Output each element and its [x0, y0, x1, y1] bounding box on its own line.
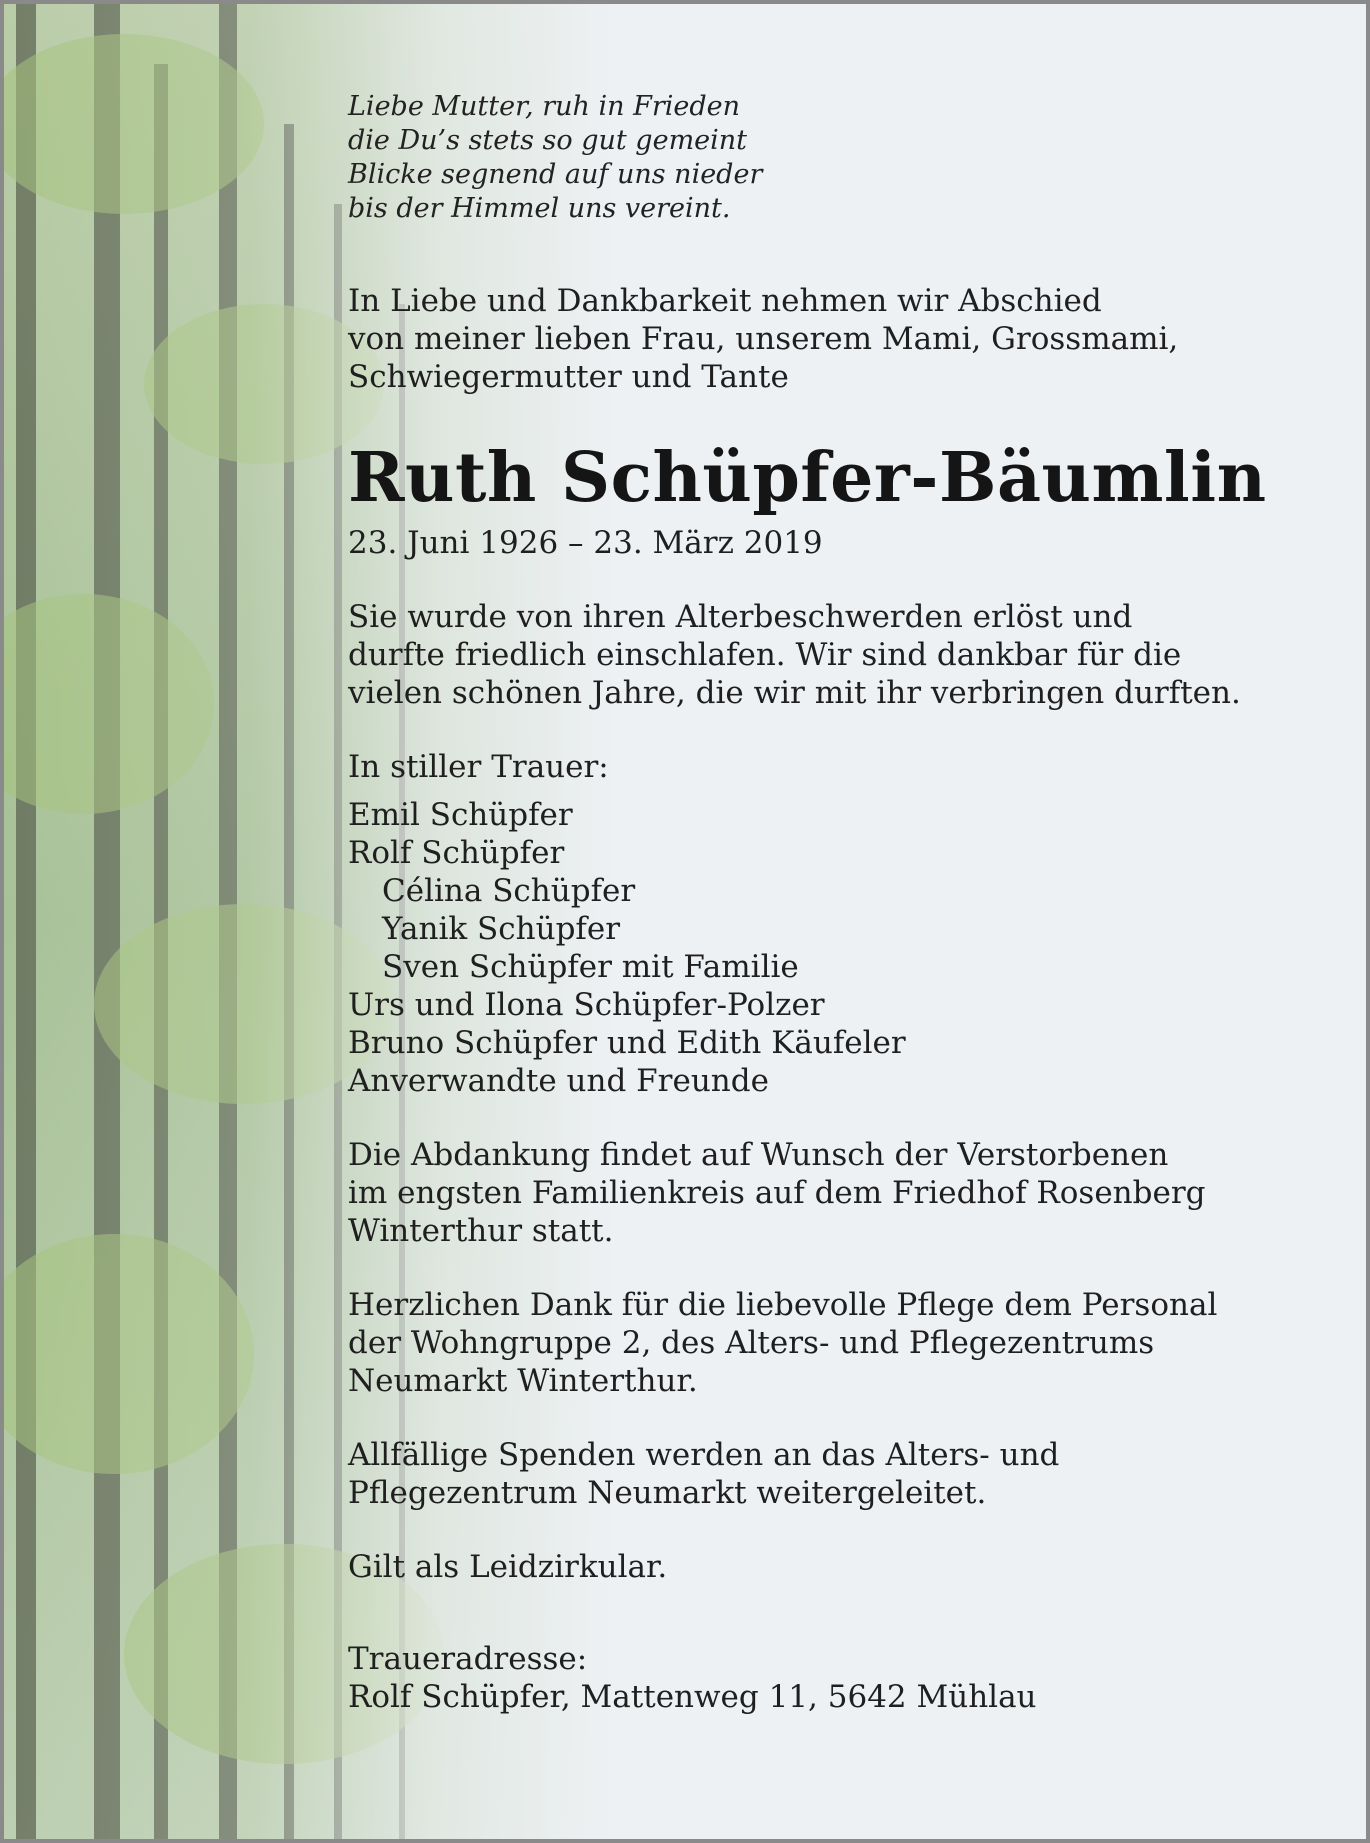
thanks-paragraph — [348, 1286, 1348, 1400]
address-label: Traueradresse: — [348, 1641, 588, 1677]
poem-line: Liebe Mutter, ruh in Frieden — [348, 91, 740, 122]
poem-line: Blicke segnend auf uns nieder — [348, 159, 763, 190]
mourner-entry: Yanik Schüpfer — [382, 911, 621, 947]
life-dates: 23. Juni 1926 – 23. März 2019 — [348, 525, 823, 561]
poem — [348, 90, 1348, 226]
intro-line: In Liebe und Dankbarkeit nehmen wir Abschied — [348, 283, 1102, 319]
donations-line: Allfällige Spenden werden an das Alters- und — [348, 1437, 1060, 1473]
mourner-entry: Célina Schüpfer — [382, 873, 636, 909]
mourner-entry: Bruno Schüpfer und Edith Käufeler — [348, 1025, 906, 1061]
intro-line: Schwiegermutter und Tante — [348, 359, 789, 395]
farewell-intro — [348, 282, 1348, 396]
tribute-line: vielen schönen Jahre, die wir mit ihr verbringen durften. — [348, 675, 1241, 711]
mourner-entry: Rolf Schüpfer — [348, 835, 565, 871]
donations-line: Pflegezentrum Neumarkt weitergeleitet. — [348, 1475, 987, 1511]
ceremony-line: im engsten Familienkreis auf dem Friedhof Rosenberg — [348, 1175, 1206, 1211]
mourner-entry: Anverwandte und Freunde — [348, 1063, 769, 1099]
mourner-entry: Sven Schüpfer mit Familie — [382, 949, 799, 985]
mourner-entry: Urs und Ilona Schüpfer-Polzer — [348, 987, 825, 1023]
address-text: Rolf Schüpfer, Mattenweg 11, 5642 Mühlau — [348, 1679, 1037, 1715]
thanks-line: Neumarkt Winterthur. — [348, 1363, 698, 1399]
donations-paragraph — [348, 1436, 1348, 1512]
mourners-list — [348, 796, 1348, 1100]
poem-line: bis der Himmel uns vereint. — [348, 193, 731, 224]
obituary-text — [348, 90, 1348, 1716]
thanks-line: Herzlichen Dank für die liebevolle Pflege dem Personal — [348, 1287, 1218, 1323]
address-block — [348, 1640, 1348, 1716]
circular-note: Gilt als Leidzirkular. — [348, 1549, 668, 1585]
tribute-paragraph — [348, 598, 1348, 712]
ceremony-paragraph — [348, 1136, 1348, 1250]
mourning-heading: In stiller Trauer: — [348, 749, 609, 785]
tribute-line: durfte friedlich einschlafen. Wir sind dankbar für die — [348, 637, 1182, 673]
poem-line: die Du’s stets so gut gemeint — [348, 125, 748, 156]
thanks-line: der Wohngruppe 2, des Alters- und Pflegezentrums — [348, 1325, 1155, 1361]
ceremony-line: Die Abdankung findet auf Wunsch der Verstorbenen — [348, 1137, 1169, 1173]
mourner-entry: Emil Schüpfer — [348, 797, 573, 833]
tribute-line: Sie wurde von ihren Alterbeschwerden erlöst und — [348, 599, 1133, 635]
deceased-name: Ruth Schüpfer-Bäumlin — [348, 438, 1267, 518]
ceremony-line: Winterthur statt. — [348, 1213, 614, 1249]
intro-line: von meiner lieben Frau, unserem Mami, Grossmami, — [348, 321, 1179, 357]
